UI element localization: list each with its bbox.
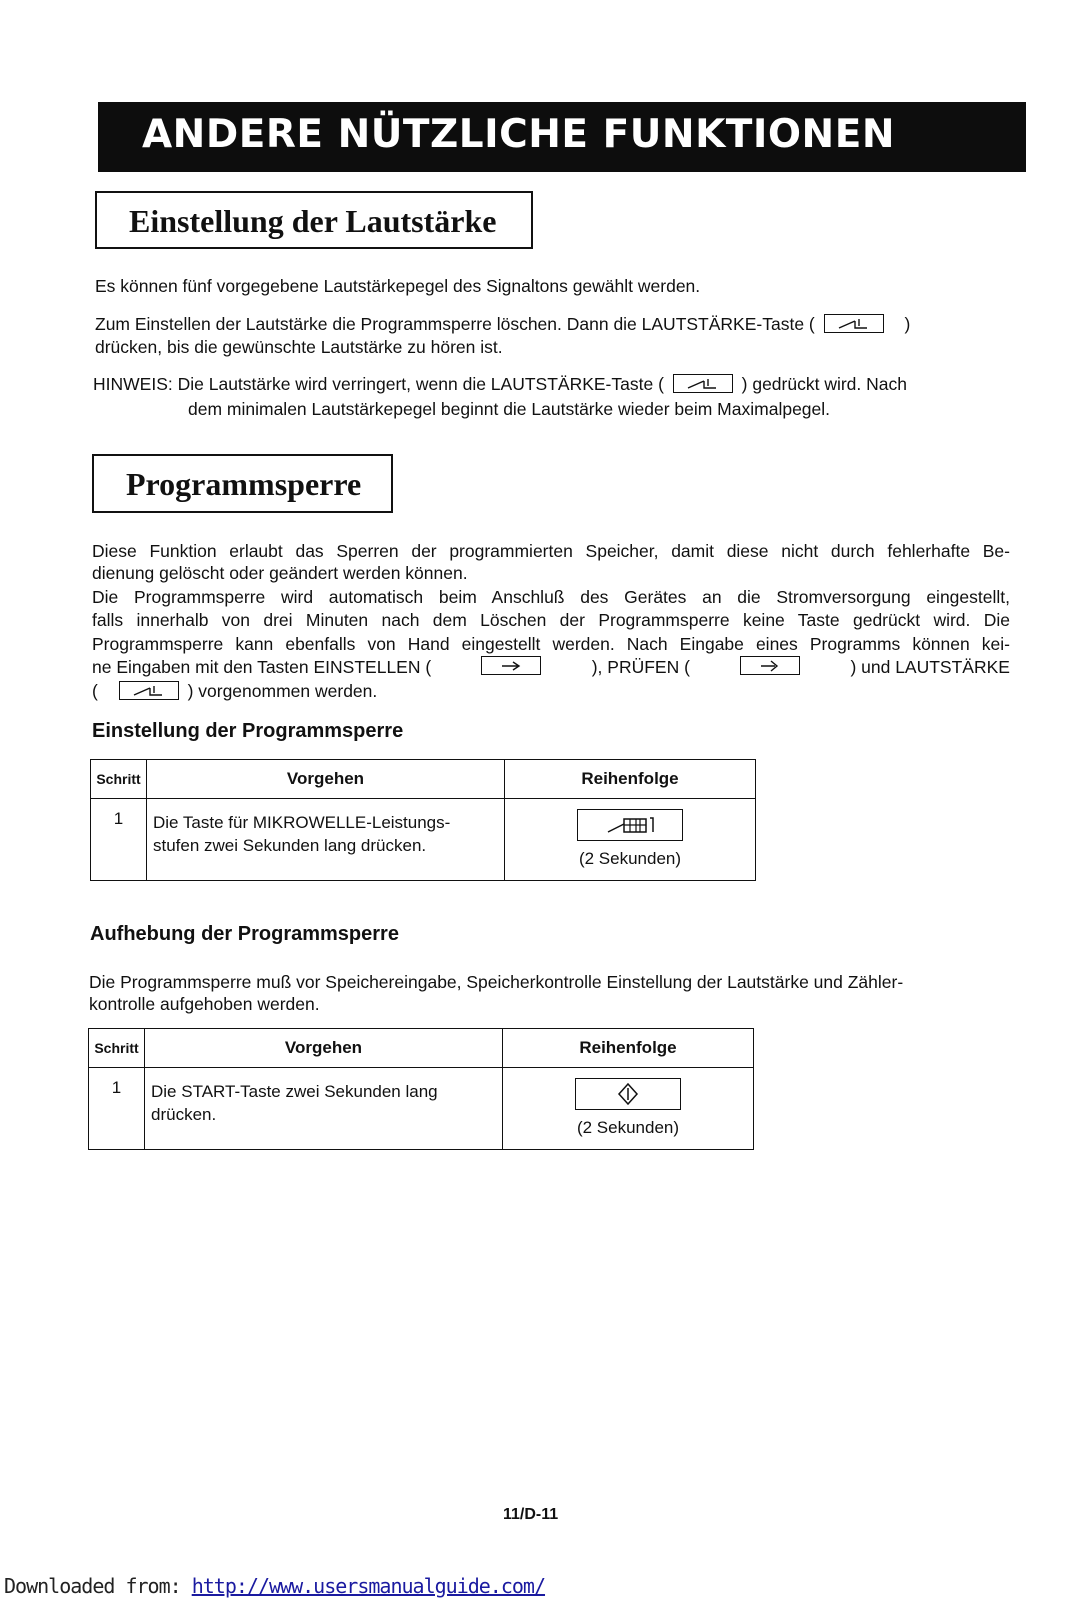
lock-heading-box — [92, 454, 393, 513]
release-lock-heading: Aufhebung der Programmsperre — [90, 923, 399, 945]
volume-heading-box — [95, 191, 533, 249]
volume-key-icon — [673, 374, 733, 393]
lock-text-2d: ne Eingaben mit den Tasten EINSTELLEN ( ), PRÜFEN ( ) und LAUTSTÄRKE — [92, 657, 1010, 677]
col-sequence: Reihenfolge — [503, 1029, 754, 1068]
col-step: Schritt — [89, 1029, 145, 1068]
lock-text-2b: falls innerhalb von drei Minuten nach dem Löschen der Programmsperre keine Taste gedrückt wird. Die — [92, 610, 1010, 630]
download-footer — [4, 1574, 545, 1598]
step-action: Die Taste für MIKROWELLE-Leistungs- stufen zwei Sekunden lang drücken. — [147, 799, 505, 881]
volume-intro: Es können fünf vorgegebene Lautstärkepegel des Signaltons gewählt werden. — [95, 276, 701, 296]
col-step: Schritt — [91, 760, 147, 799]
note-label: HINWEIS: — [93, 374, 173, 394]
step-number: 1 — [91, 799, 147, 881]
col-sequence: Reihenfolge — [505, 760, 756, 799]
step-action: Die START-Taste zwei Sekunden lang drücken. — [145, 1068, 503, 1150]
volume-note-line2: dem minimalen Lautstärkepegel beginnt die Lautstärke wieder beim Maximalpegel. — [188, 399, 831, 419]
footer-link[interactable]: http://www.usersmanualguide.com/ — [191, 1574, 546, 1598]
step-sequence — [503, 1068, 754, 1150]
start-key-icon — [575, 1078, 681, 1110]
step-sequence — [505, 799, 756, 881]
lock-text-2a: Die Programmsperre wird automatisch beim Anschluß des Gerätes an die Stromversorgung eingestellt, — [92, 587, 1010, 607]
lock-text-1b: dienung gelöscht oder geändert werden können. — [92, 563, 468, 583]
footer-label: Downloaded from: — [4, 1574, 181, 1598]
release-lock-text-2: kontrolle aufgehoben werden. — [89, 994, 320, 1014]
table-header-row — [91, 760, 756, 799]
volume-instruction-line2: drücken, bis die gewünschte Lautstärke zu hören ist. — [95, 337, 503, 357]
set-key-icon — [481, 656, 541, 675]
release-lock-table — [88, 1028, 754, 1150]
lock-heading: Programmsperre — [126, 466, 362, 502]
volume-key-icon — [824, 314, 884, 333]
set-lock-heading: Einstellung der Programmsperre — [92, 720, 404, 742]
microwave-power-key-icon — [577, 809, 683, 841]
col-action: Vorgehen — [147, 760, 505, 799]
step-note: (2 Sekunden) — [578, 849, 682, 868]
volume-heading: Einstellung der Lautstärke — [129, 203, 497, 239]
title-banner — [98, 102, 1026, 172]
col-action: Vorgehen — [145, 1029, 503, 1068]
table-header-row — [89, 1029, 754, 1068]
table-row — [89, 1068, 754, 1150]
lock-text-2c: Programmsperre kann ebenfalls von Hand eingestellt werden. Nach Eingabe eines Programms können kei- — [92, 634, 1010, 654]
page-title: ANDERE NÜTZLICHE FUNKTIONEN — [142, 112, 895, 157]
volume-note: HINWEIS: Die Lautstärke wird verringert, wenn die LAUTSTÄRKE-Taste ( ) gedrückt wird. Nach — [93, 374, 907, 394]
lock-text-2e: ( ) vorgenommen werden. — [92, 681, 378, 701]
page-number: 11/D-11 — [503, 1506, 559, 1523]
volume-instruction: Zum Einstellen der Lautstärke die Programmsperre löschen. Dann die LAUTSTÄRKE-Taste ( ) — [95, 314, 911, 334]
release-lock-text: Die Programmsperre muß vor Speichereingabe, Speicherkontrolle Einstellung der Lautstärke und Zähler- — [89, 972, 904, 992]
step-note: (2 Sekunden) — [576, 1118, 680, 1137]
step-number: 1 — [89, 1068, 145, 1150]
lock-text-1: Diese Funktion erlaubt das Sperren der programmierten Speicher, damit diese nicht durch fehlerhafte Be- — [92, 541, 1010, 561]
check-key-icon — [740, 656, 800, 675]
volume-key-icon — [119, 681, 179, 700]
set-lock-table — [90, 759, 756, 881]
table-row — [91, 799, 756, 881]
